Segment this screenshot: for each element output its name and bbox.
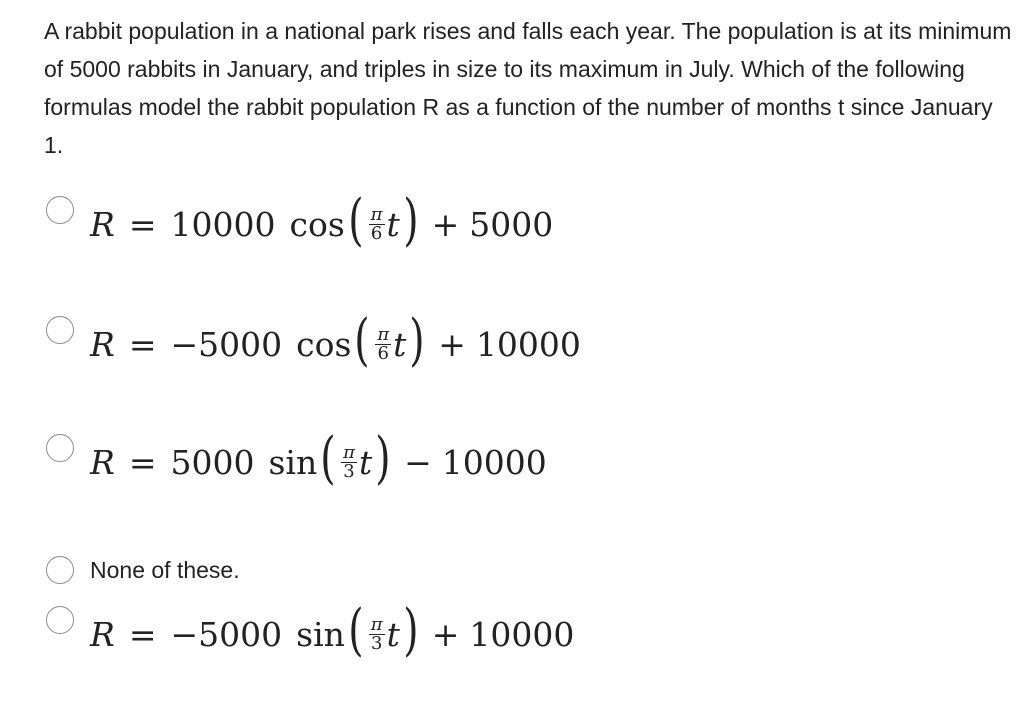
argument-variable: t <box>386 614 400 654</box>
operator: − <box>404 442 432 482</box>
argument-variable: t <box>358 442 373 482</box>
equals-sign: = <box>128 204 157 244</box>
argument-variable: t <box>386 204 400 244</box>
formula-variable: R <box>90 614 115 654</box>
fraction <box>375 323 391 364</box>
trig-function: cos <box>289 204 345 244</box>
formula <box>90 188 554 253</box>
sign: − <box>170 324 199 364</box>
equals-sign: = <box>128 324 157 364</box>
coefficient: 5000 <box>170 442 255 482</box>
formula-variable: R <box>90 442 115 482</box>
fraction-denominator: 6 <box>377 342 389 364</box>
right-paren: ) <box>375 426 391 491</box>
right-paren: ) <box>403 598 419 663</box>
operator: + <box>431 204 460 244</box>
fraction-numerator: π <box>343 441 355 463</box>
fraction <box>369 613 385 654</box>
answer-option-2[interactable] <box>46 308 581 373</box>
formula <box>90 308 581 373</box>
radio-button[interactable] <box>46 196 74 224</box>
radio-button[interactable] <box>46 434 74 462</box>
operator: + <box>431 614 460 654</box>
radio-button[interactable] <box>46 556 74 584</box>
fraction-denominator: 3 <box>370 632 383 654</box>
formula <box>90 426 547 491</box>
right-paren: ) <box>409 308 426 373</box>
fraction-denominator: 3 <box>343 460 355 482</box>
fraction-numerator: π <box>370 203 383 225</box>
answer-option-3[interactable] <box>46 426 547 491</box>
formula-variable: R <box>90 204 115 244</box>
operator: + <box>438 324 466 364</box>
argument-variable: t <box>393 324 407 364</box>
left-paren: ( <box>348 598 364 663</box>
fraction <box>341 441 357 482</box>
fraction <box>369 203 385 244</box>
fraction-denominator: 6 <box>370 222 383 244</box>
constant: 10000 <box>469 614 575 654</box>
constant: 10000 <box>441 442 547 482</box>
coefficient: 10000 <box>170 204 276 244</box>
radio-button[interactable] <box>46 316 74 344</box>
trig-function: cos <box>296 324 352 364</box>
answer-option-5[interactable] <box>46 598 575 663</box>
answer-option-4[interactable] <box>46 556 240 584</box>
equals-sign: = <box>128 614 157 654</box>
trig-function: sin <box>268 442 318 482</box>
left-paren: ( <box>348 188 364 253</box>
sign: − <box>170 614 199 654</box>
fraction-numerator: π <box>370 613 383 635</box>
left-paren: ( <box>320 426 336 491</box>
formula <box>90 598 575 663</box>
equals-sign: = <box>128 442 157 482</box>
left-paren: ( <box>354 308 371 373</box>
question-text: A rabbit population in a national park rises and falls each year. The population is at its minimum of 5000 rabbits in January, and triples in size to its maximum in July. Which of the following formulas model the rabbit population R as a function of the number of months t since January 1. <box>44 18 1012 158</box>
fraction-numerator: π <box>377 323 390 345</box>
constant: 5000 <box>469 204 554 244</box>
constant: 10000 <box>475 324 581 364</box>
coefficient: 5000 <box>198 614 283 654</box>
right-paren: ) <box>403 188 419 253</box>
answer-option-1[interactable] <box>46 188 554 253</box>
trig-function: sin <box>296 614 345 654</box>
radio-button[interactable] <box>46 606 74 634</box>
formula-variable: R <box>90 324 115 364</box>
option-text: None of these. <box>90 556 240 583</box>
coefficient: 5000 <box>198 324 283 364</box>
